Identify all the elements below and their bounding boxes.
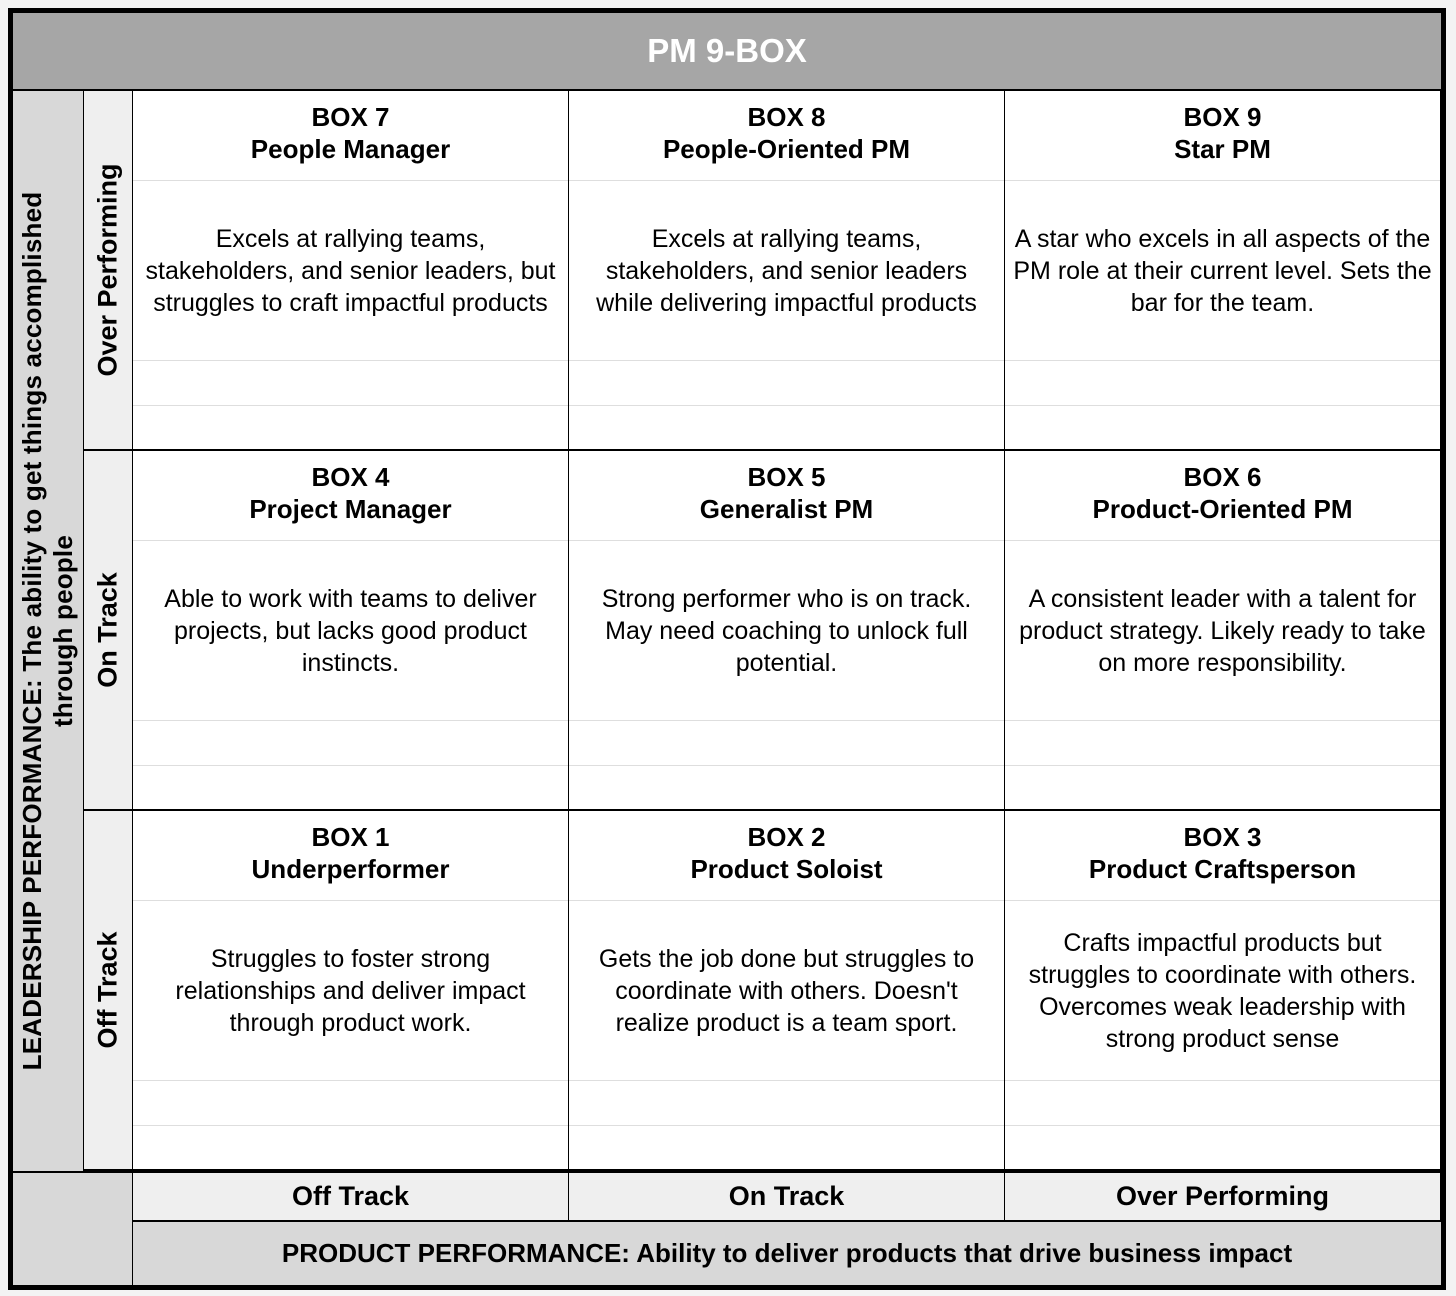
box-1-cell xyxy=(133,811,569,1171)
box-name: Product Craftsperson xyxy=(1088,854,1357,884)
box-number: BOX 3 xyxy=(1183,822,1262,852)
box-name: Product Soloist xyxy=(690,854,883,884)
box-name: Underperformer xyxy=(251,854,450,884)
box-name: Generalist PM xyxy=(699,494,874,524)
y-axis-title xyxy=(17,192,79,1071)
box-number: BOX 6 xyxy=(1183,462,1262,492)
box-description: A star who excels in all aspects of the PM role at their current level. Sets the bar for the team. xyxy=(1013,224,1432,317)
box-description: A consistent leader with a talent for product strategy. Likely ready to take on more responsibility. xyxy=(1019,584,1426,677)
box-5-cell xyxy=(569,451,1005,811)
box-name: People-Oriented PM xyxy=(662,134,911,164)
box-number: BOX 1 xyxy=(311,822,390,852)
row-label-text: Off Track xyxy=(92,931,123,1049)
box-header xyxy=(1005,461,1440,525)
box-header xyxy=(569,461,1004,525)
box-9-cell xyxy=(1005,91,1441,451)
box-name: Project Manager xyxy=(249,494,452,524)
box-description: Gets the job done but struggles to coordinate with others. Doesn't realize product is a team sport. xyxy=(598,944,975,1037)
grid-title: PM 9-BOX xyxy=(13,13,1441,91)
row-label-over-performing xyxy=(84,91,133,451)
box-name: Star PM xyxy=(1174,134,1271,164)
box-name: Product-Oriented PM xyxy=(1092,494,1353,524)
box-number: BOX 4 xyxy=(311,462,390,492)
y-axis-title-line-2: through people xyxy=(48,535,78,727)
box-header xyxy=(1005,821,1440,885)
col-label-over-performing: Over Performing xyxy=(1005,1171,1441,1222)
box-description: Excels at rallying teams, stakeholders, and senior leaders while delivering impactful products xyxy=(596,224,977,317)
box-3-cell xyxy=(1005,811,1441,1171)
box-header xyxy=(569,821,1004,885)
box-number: BOX 5 xyxy=(747,462,826,492)
box-7-cell xyxy=(133,91,569,451)
box-description: Crafts impactful products but struggles to coordinate with others. Overcomes weak leadership with strong product sense xyxy=(1028,928,1417,1053)
y-axis-title-line-1: LEADERSHIP PERFORMANCE: The ability to get things accomplished xyxy=(17,191,47,1071)
box-description: Struggles to foster strong relationships and deliver impact through product work. xyxy=(175,944,526,1037)
box-8-cell xyxy=(569,91,1005,451)
box-header xyxy=(569,101,1004,165)
box-header xyxy=(133,461,568,525)
box-description: Excels at rallying teams, stakeholders, and senior leaders, but struggles to craft impactful products xyxy=(145,224,556,317)
box-description: Strong performer who is on track. May need coaching to unlock full potential. xyxy=(601,584,972,677)
box-number: BOX 9 xyxy=(1183,102,1262,132)
row-label-text: Over Performing xyxy=(92,163,123,377)
box-4-cell xyxy=(133,451,569,811)
box-header xyxy=(1005,101,1440,165)
row-label-off-track xyxy=(84,811,133,1171)
box-6-cell xyxy=(1005,451,1441,811)
box-2-cell xyxy=(569,811,1005,1171)
box-name: People Manager xyxy=(250,134,451,164)
axis-corner xyxy=(13,1171,133,1285)
box-header xyxy=(133,101,568,165)
box-description: Able to work with teams to deliver projects, but lacks good product instincts. xyxy=(164,584,537,677)
y-axis-title-band xyxy=(13,91,84,1171)
col-label-on-track: On Track xyxy=(569,1171,1005,1222)
x-axis-title: PRODUCT PERFORMANCE: Ability to deliver products that drive business impact xyxy=(133,1222,1441,1285)
pm-9-box-grid xyxy=(8,8,1446,1290)
box-header xyxy=(133,821,568,885)
box-number: BOX 7 xyxy=(311,102,390,132)
box-number: BOX 2 xyxy=(747,822,826,852)
col-label-off-track: Off Track xyxy=(133,1171,569,1222)
box-number: BOX 8 xyxy=(747,102,826,132)
row-label-text: On Track xyxy=(92,572,123,688)
row-label-on-track xyxy=(84,451,133,811)
